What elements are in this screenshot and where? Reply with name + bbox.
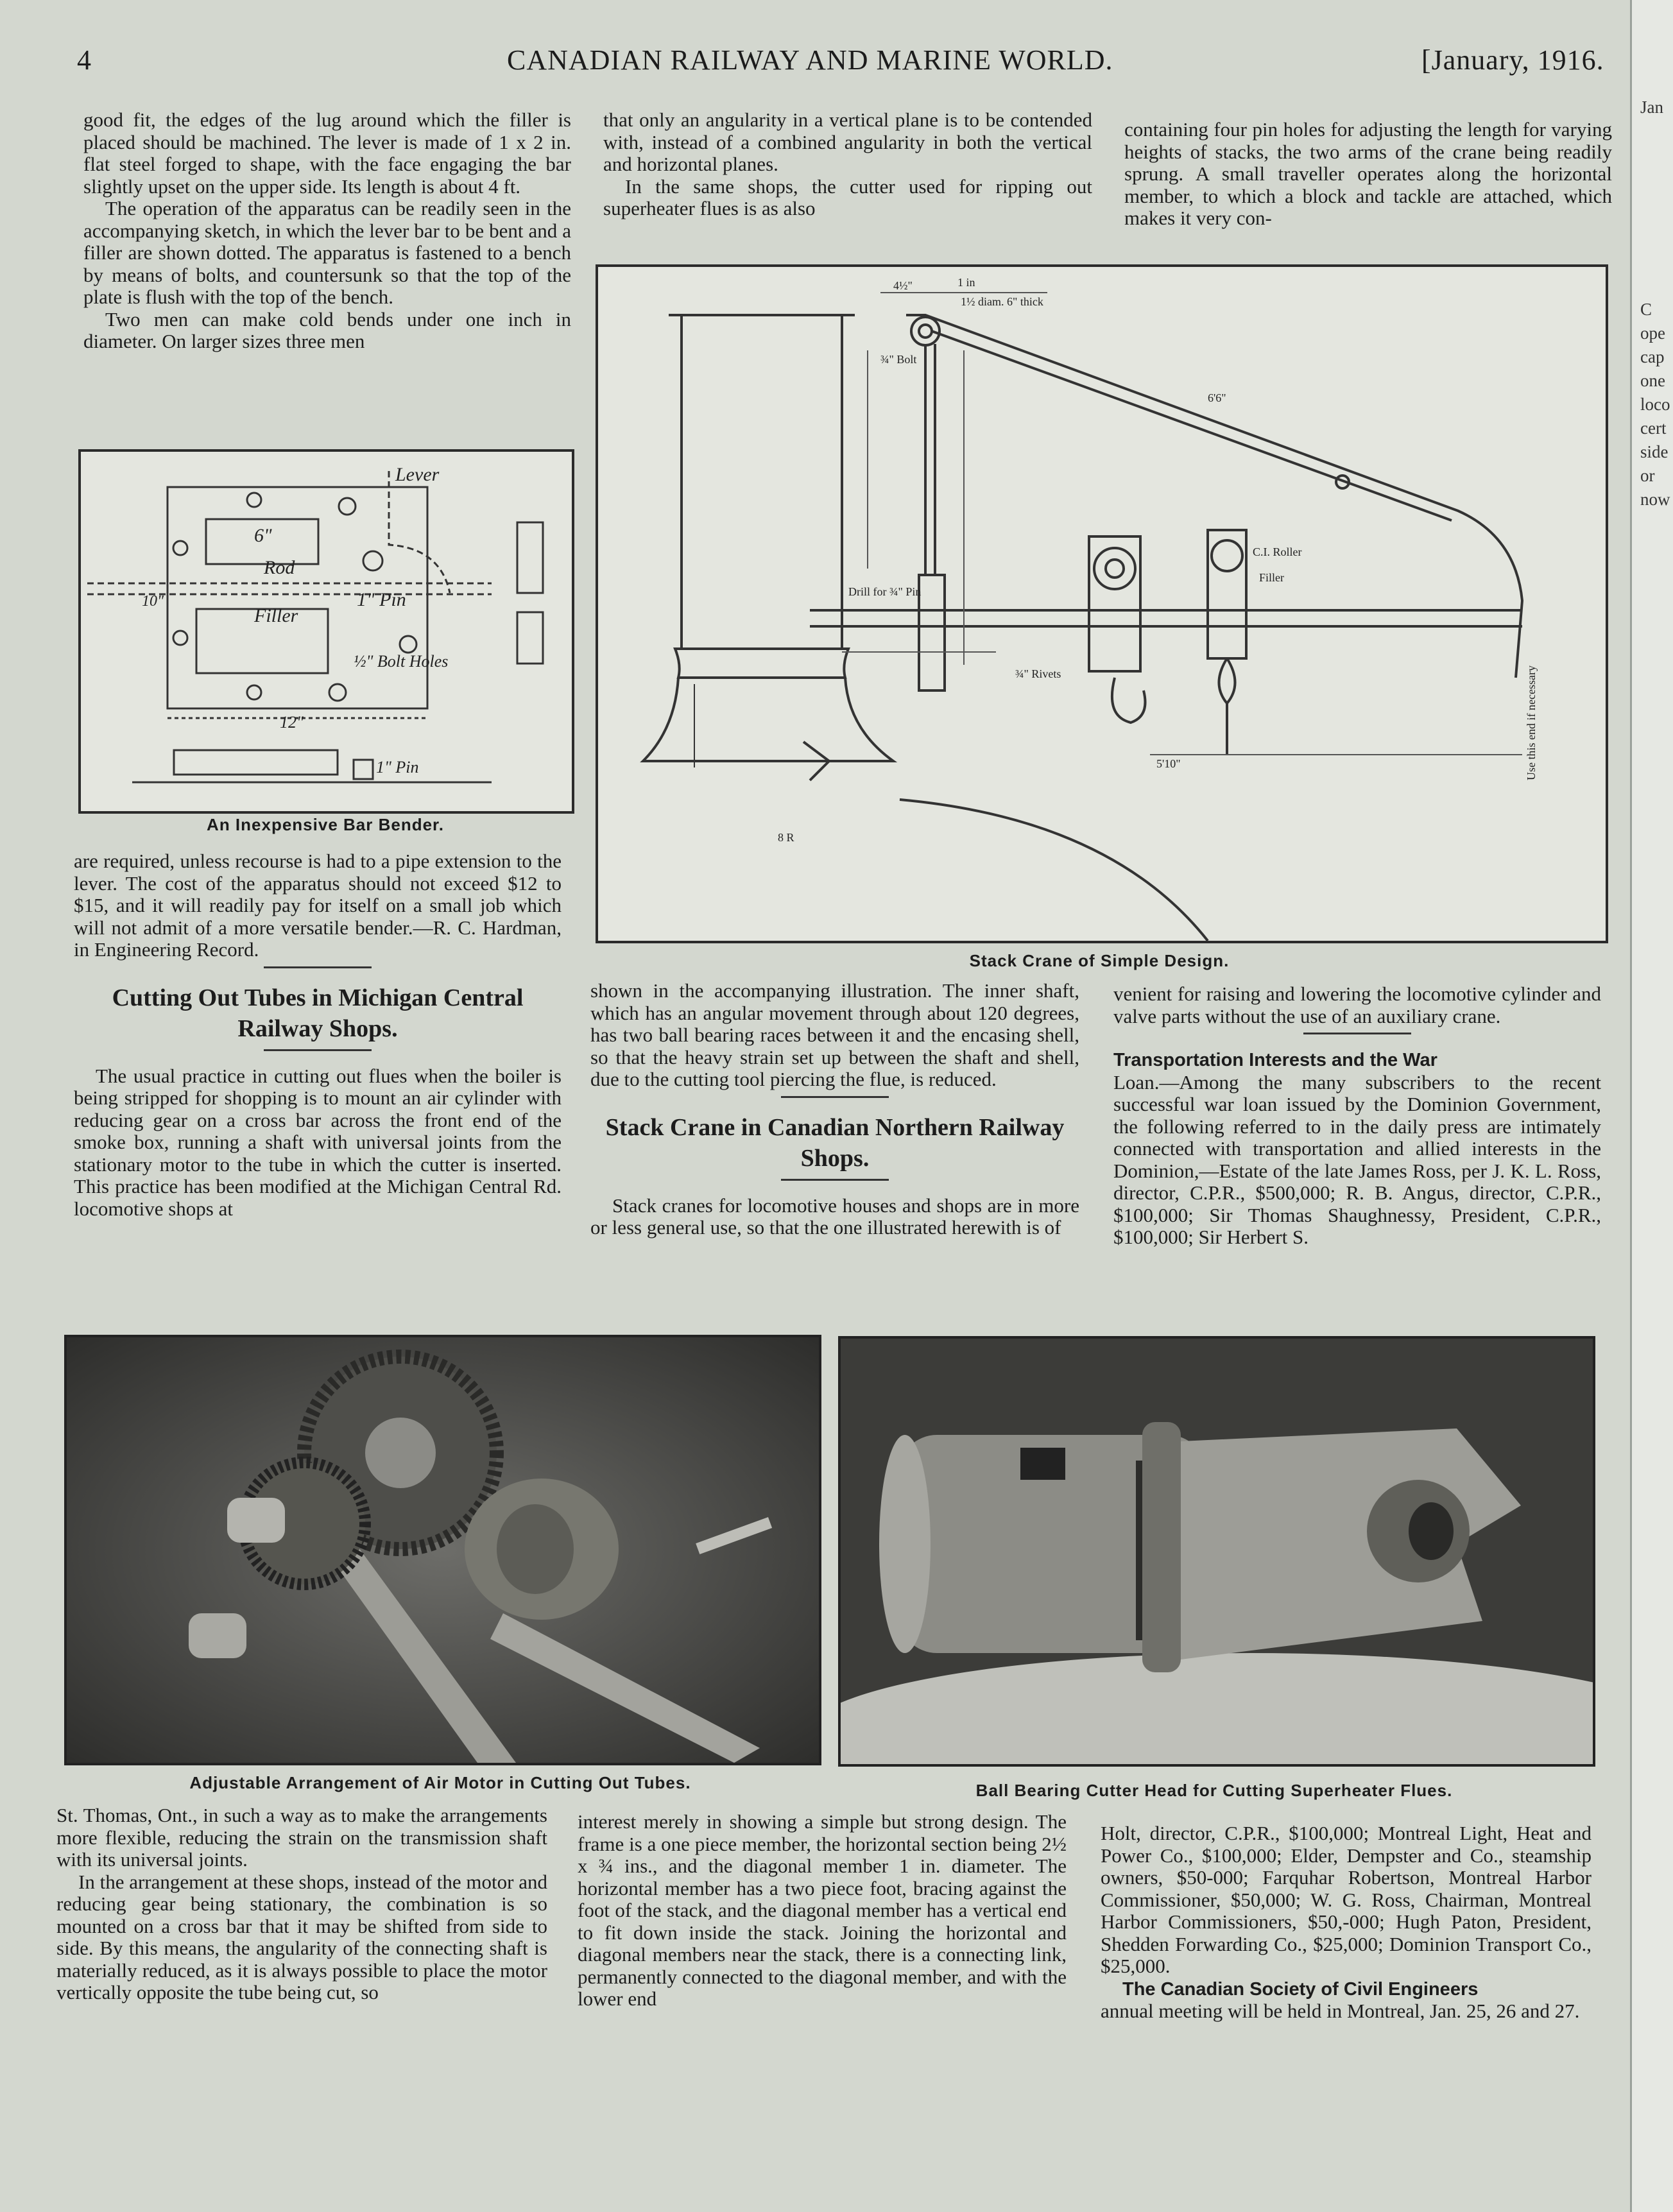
label-filler: Filler <box>254 605 298 626</box>
label-one-in: 1 in <box>957 276 975 289</box>
paragraph: St. Thomas, Ont., in such a way as to make the arrangements more flexible, reducing the strain on the transmission shaft with its universal joints. <box>56 1804 547 1871</box>
stack-crane-caption: Stack Crane of Simple Design. <box>969 951 1230 970</box>
label-lever: Lever <box>395 464 440 485</box>
label-ten-in: 10" <box>142 593 164 610</box>
cutter-head-photo <box>838 1336 1595 1767</box>
paragraph: The usual practice in cutting out flues when the boiler is being stripped for shopping is to mount an air cylinder with reducing gear on a cross bar across the front end of the smoke box, running a shaft with universal joints from the stationary motor to the tube in which the cutter is inserted. This practice has been modified at the Michigan Central Rd. locomotive shops at <box>74 1064 562 1220</box>
bar-bender-figure <box>78 449 574 814</box>
smokebox-curve <box>900 800 1208 941</box>
edge-fragment: one <box>1640 371 1665 390</box>
air-motor-illustration <box>67 1337 819 1763</box>
paragraph: are required, unless recourse is had to a pipe extension to the lever. The cost of the apparatus should not exceed $12 to $15, and it will readily pay for itself on a small job which will not admit of a more versatile bender.—R. C. Hardman, in Engineering Record. <box>74 850 562 961</box>
edge-fragment: Jan <box>1640 98 1663 117</box>
divider <box>781 1179 889 1181</box>
air-motor-photo <box>64 1335 821 1765</box>
paragraph: Loan.—Among the many subscribers to the recent successful war loan issued by the Dominion Government, the following referred to in the daily press are intimately connected with transportation and allied interests in the Dominion,—Estate of the late James Ross, per J. K. L. Ross, director, C.P.R., $500,000; R. B. Angus, director, C.P.R., $100,000; Sir Thomas Shaughnessy, President, C.P.R., $100,000; Sir Herbert S. <box>1113 1070 1601 1248</box>
label-roller: C.I. Roller <box>1253 545 1302 558</box>
label-five-ten: 5'10" <box>1156 757 1181 770</box>
col1-mid-text <box>74 850 562 1220</box>
bar-bender-caption: An Inexpensive Bar Bender. <box>207 815 444 834</box>
divider <box>264 1049 371 1051</box>
label-pin: 1" Pin <box>357 589 406 610</box>
edge-fragment: or <box>1640 466 1655 485</box>
paragraph: annual meeting will be held in Montreal, Jan. 25, 26 and 27. <box>1101 2000 1580 2022</box>
publication-title: CANADIAN RAILWAY AND MARINE WORLD. <box>507 44 1113 76</box>
paragraph: Stack cranes for locomotive houses and shops are in more or less general use, so that the one illustrated herewith is of <box>590 1194 1079 1239</box>
paragraph: shown in the accompanying illustration. The inner shaft, which has an angular movement through about 120 degrees, has two ball bearing races between it and the encasing shell, so that the heavy strain set up between the shaft and shell, due to the cutting tool piercing the flue, is reduced. <box>590 979 1079 1090</box>
label-drill: Drill for ¾" Pin <box>848 585 922 598</box>
paragraph: venient for raising and lowering the locomotive cylinder and valve parts without the use of an auxiliary crane. <box>1113 982 1601 1027</box>
label-top-dim: 4½" <box>893 279 913 292</box>
edge-fragment: loco <box>1640 395 1670 414</box>
divider <box>781 1096 889 1098</box>
paragraph: containing four pin holes for adjusting the length for varying heights of stacks, the two arms of the crane being readily sprung. A small traveller operates along the horizontal member, to which a block and tackle are attached, which makes it very con- <box>1124 118 1612 229</box>
stack-crane-drawing <box>598 267 1606 941</box>
label-eight-r: 8 R <box>778 831 794 844</box>
divider <box>264 966 371 968</box>
bottom-col3-text <box>1101 1822 1591 2023</box>
society-title: The Canadian Society of Civil Engineers <box>1122 1978 1479 2000</box>
paragraph: that only an angularity in a vertical plane is to be contended with, instead of a combined angularity in both the vertical and horizontal planes. <box>603 108 1092 175</box>
paragraph: Holt, director, C.P.R., $100,000; Montreal Light, Heat and Power Co., $100,000; Elder, Dempster and Co., steamship owners, $50-000; Farquhar Robertson, Montreal Harbor Commissioner, $50,000; W. G. Ross, Chairman, Montreal Harbor Commissioners, $50,-000; Hugh Paton, President, Shedden Forwarding Co., $25,000; Dominion Transport Co., $25,000. <box>1101 1822 1591 1977</box>
issue-date: [January, 1916. <box>1421 44 1604 76</box>
label-rod: Rod <box>264 557 295 578</box>
label-pin-bottom: 1" Pin <box>376 758 419 776</box>
stack-crane-heading: Stack Crane in Canadian Northern Railway Shops. <box>605 1113 1065 1172</box>
cutter-head-illustration <box>841 1339 1593 1764</box>
edge-fragment: ope <box>1640 323 1665 343</box>
col1-top-text <box>83 109 571 353</box>
michigan-heading: Cutting Out Tubes in Michigan Central Railway Shops. <box>112 984 524 1042</box>
divider <box>1303 1033 1411 1034</box>
paragraph: good fit, the edges of the lug around which the filler is placed should be machined. The lever is made of 1 x 2 in. flat steel forged to shape, with the face engaging the bar slightly upset on the upper side. Its length is about 4 ft. <box>83 108 571 198</box>
label-bolt-holes: ½" Bolt Holes <box>354 652 449 671</box>
page-number: 4 <box>77 44 92 76</box>
bottom-col1-text <box>56 1805 547 2004</box>
side-view-plate <box>174 750 338 775</box>
diagonal-member <box>906 315 1522 678</box>
cutter-head-caption: Ball Bearing Cutter Head for Cutting Superheater Flues. <box>975 1781 1453 1800</box>
label-filler: Filler <box>1259 571 1284 584</box>
edge-fragment: C <box>1640 300 1652 319</box>
col3-mid-text <box>1113 983 1601 1249</box>
air-motor-caption: Adjustable Arrangement of Air Motor in Cutting Out Tubes. <box>189 1773 691 1792</box>
edge-fragment: side <box>1640 442 1669 461</box>
label-six-six: 6'6" <box>1208 391 1226 404</box>
lever-dotted <box>389 471 450 593</box>
label-rivets: ¾" Rivets <box>1015 667 1061 680</box>
bar-bender-drawing <box>81 452 572 811</box>
stack-crane-figure <box>596 264 1608 943</box>
col3-top-text <box>1124 119 1612 230</box>
label-diam: 1½ diam. 6" thick <box>961 295 1043 308</box>
edge-fragment: cert <box>1640 418 1667 438</box>
label-bolt: ¾" Bolt <box>880 353 917 366</box>
edge-fragment: cap <box>1640 347 1665 366</box>
paragraph: interest merely in showing a simple but strong design. The frame is a one piece member, the horizontal section being 2½ x ¾ ins., and the diagonal member 1 in. diameter. The horizontal member has a two piece foot, bracing against the foot of the stack, and the diagonal member has a vertical end to fit down inside the stack. Joining the horizontal and diagonal members near the stack, there is a connecting link, permanently connected to the diagonal member, and with the lower end <box>578 1810 1067 2010</box>
label-right-note: Use this end if necessary <box>1525 665 1538 780</box>
paragraph: In the arrangement at these shops, instead of the motor and reducing gear being stationary, the combination is so mounted on a cross bar that it may be shifted from side to side. By this means, the angularity of the connecting shaft is materially reduced, as it is always possible to place the motor vertically opposite the tube being cut, so <box>56 1870 547 2003</box>
paragraph: Two men can make cold bends under one inch in diameter. On larger sizes three men <box>83 307 571 352</box>
edge-fragment: now <box>1640 490 1670 509</box>
label-six-in: 6" <box>254 525 272 546</box>
col2-top-text <box>603 109 1092 220</box>
col2-mid-text <box>590 980 1079 1239</box>
paragraph: In the same shops, the cutter used for ripping out superheater flues is as also <box>603 175 1092 219</box>
paragraph: The operation of the apparatus can be readily seen in the accompanying sketch, in which the lever bar to be bent and a filler are shown dotted. The apparatus is fastened to a bench by means of bolts, and countersunk so that the top of the plate is flush with the top of the bench. <box>83 197 571 308</box>
stack-base <box>643 678 893 761</box>
label-twelve-in: 12" <box>280 713 304 732</box>
transport-subheading: Transportation Interests and the War <box>1113 1050 1437 1070</box>
bottom-col2-text <box>578 1811 1067 2011</box>
